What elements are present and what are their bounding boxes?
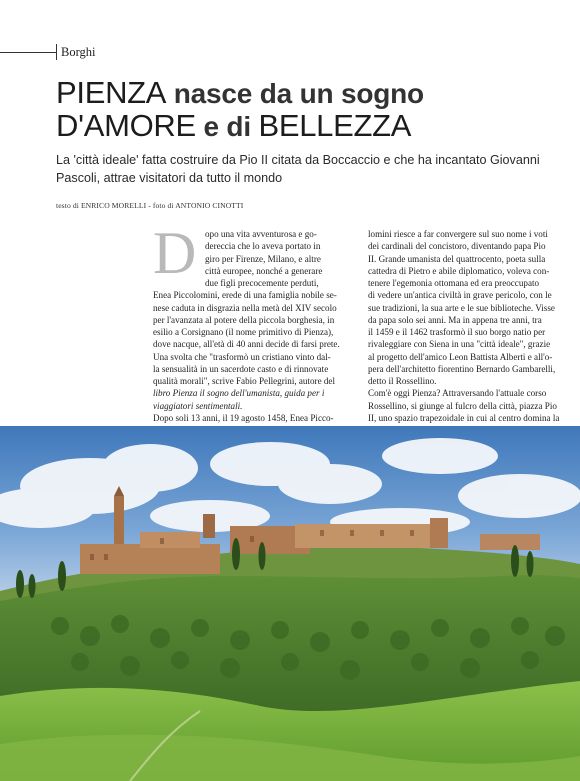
body-line: rivaleggiare con Siena in una "città ideale", grazie — [368, 339, 551, 350]
body-line-book-title: libro Pienza il sogno dell'umanista, guida per i — [153, 388, 325, 399]
body-line: detto il Rossellino. — [368, 376, 437, 386]
body-column-1 — [153, 220, 349, 424]
body-line: per l'avanzata al potere della piccola borghesia, in — [153, 314, 335, 325]
article-headline — [56, 76, 576, 142]
pienza-landscape-photo — [0, 426, 580, 781]
headline-line-2 — [56, 109, 576, 142]
body-line: di vedere un'antica civiltà in grave pericolo, con le — [368, 290, 552, 301]
headline-word-bellezza: BELLEZZA — [258, 108, 412, 143]
body-line: II. Grande umanista del quattrocento, poeta sulla — [368, 253, 546, 264]
landscape-illustration — [0, 426, 580, 781]
body-line: pera dell'architetto fiorentino Bernardo Gambarelli, — [368, 363, 556, 374]
section-tag — [0, 44, 120, 60]
headline-word-pienza: PIENZA — [56, 75, 167, 110]
section-rule — [0, 52, 56, 53]
body-line: nese caduta in disgrazia nella metà del XIV secolo — [153, 302, 337, 313]
headline-line-1 — [56, 76, 576, 109]
body-line: sue tradizioni, la sua arte e le sue biblioteche. Visse — [368, 302, 555, 313]
body-line: giro per Firenze, Milano, e altre — [205, 253, 321, 264]
body-line: due figli precocemente perduti, — [205, 278, 319, 288]
body-line: opo una vita avventurosa e go- — [205, 229, 317, 239]
article-credits: testo di ENRICO MORELLI - foto di ANTONIO CINOTTI — [56, 201, 244, 210]
body-column-2 — [368, 228, 564, 424]
body-line: al progetto dell'amico Leon Battista Alberti e all'o- — [368, 351, 553, 362]
section-tick — [56, 44, 57, 60]
body-line: tenere l'egemonia ottomana ed era preoccupato — [368, 278, 540, 288]
article-deck: La 'città ideale' fatta costruire da Pio II citata da Boccaccio e che ha incantato Giovanni Pascoli, attrae visitatori da tutto il mondo — [56, 153, 540, 185]
body-line: dereccia che lo aveva portato in — [205, 241, 321, 252]
section-label: Borghi — [61, 45, 96, 59]
body-line: II, uno spazio trapezoidale in cui al centro domina la — [368, 412, 560, 423]
body-line: la sensualità in un sacerdote casto e di rinnovate — [153, 363, 329, 374]
headline-conjunction: e di — [195, 111, 259, 142]
body-line: lomini riesce a far convergere sul suo nome i voti — [368, 229, 548, 239]
body-line-book-title: viaggiatori sentimentali. — [153, 400, 243, 411]
body-line: cattedra di Pietro e abile diplomatico, voleva con- — [368, 265, 550, 276]
body-line: qualità morali", scrive Fabio Pellegrini, autore del — [153, 376, 335, 386]
body-line: Dopo soli 13 anni, il 19 agosto 1458, Enea Picco- — [153, 412, 334, 423]
headline-word-amore: D'AMORE — [56, 108, 196, 143]
body-line: Enea Piccolomini, erede di una famiglia nobile se- — [153, 290, 337, 301]
body-line: dei cardinali del concistoro, diventando papa Pio — [368, 241, 546, 252]
body-line: il 1459 e il 1462 trasformò il suo borgo natio per — [368, 327, 546, 337]
body-line: Com'è oggi Pienza? Attraversando l'attuale corso — [368, 388, 547, 399]
headline-phrase-1: nasce da un sogno — [166, 78, 424, 109]
body-line: Una svolta che "trasformò un cristiano vinto dal- — [153, 351, 331, 362]
body-line: da papa solo sei anni. Ma in appena tre anni, tra — [368, 314, 542, 325]
body-line: città europee, nonché a generare — [205, 265, 323, 276]
body-line: Rossellino, si giunge al fulcro della città, piazza Pio — [368, 400, 557, 411]
body-line: esilio a Corsignano (il nome primitivo di Pienza), — [153, 327, 334, 337]
drop-cap: D — [153, 220, 197, 286]
body-line: dove nacque, all'età di 40 anni decide di farsi prete. — [153, 339, 340, 350]
